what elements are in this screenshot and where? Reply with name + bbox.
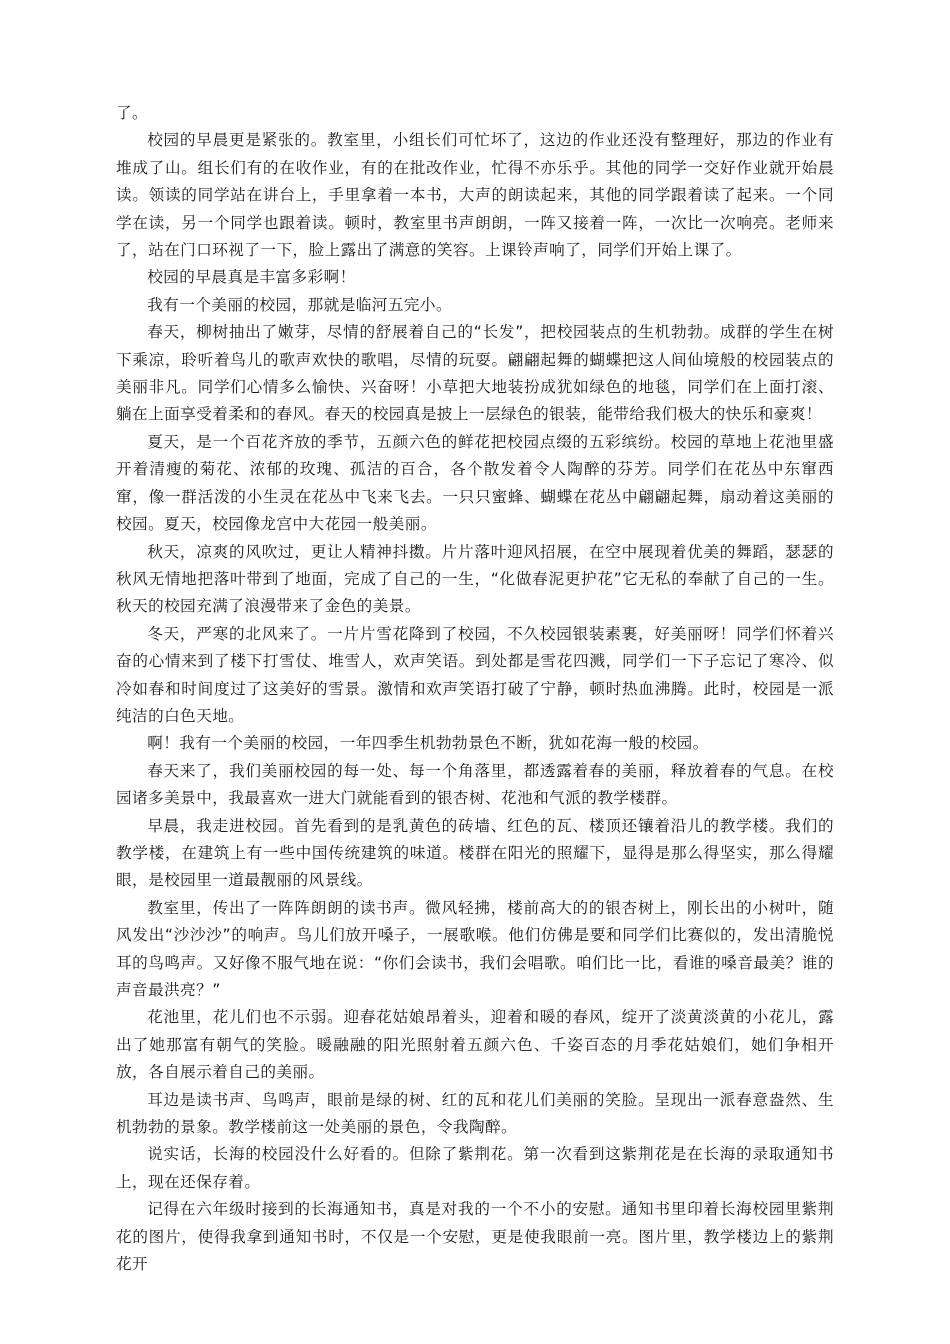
- paragraph-changhai-notice: 记得在六年级时接到的长海通知书，真是对我的一个不小的安慰。通知书里印着长海校园里紫荆花的图片，使得我拿到通知书时，不仅是一个安慰，更是使我眼前一亮。图片里，教学楼边上的紫荆花开: [116, 1200, 834, 1274]
- paragraph-morning-classroom: 校园的早晨更是紧张的。教室里，小组长们可忙坏了，这边的作业还没有整理好，那边的作业有堆成了山。组长们有的在收作业，有的在批改作业，忙得不亦乐乎。其他的同学一交好作业就开始晨读。领读的同学站在讲台上，手里拿着一本书，大声的朗读起来，其他的同学跟着读了起来。一个同学在读，另一个同学也跟着读。顿时，教室里书声朗朗，一阵又接着一阵，一次比一次响亮。老师来了，站在门口环视了一下，脸上露出了满意的笑容。上课铃声响了，同学们开始上课了。: [116, 131, 834, 260]
- paragraph-spring-arrives: 春天来了，我们美丽校园的每一处、每一个角落里，都透露着春的美丽，释放着春的气息。在校园诸多美景中，我最喜欢一进大门就能看到的银杏树、花池和气派的教学楼群。: [116, 761, 834, 808]
- paragraph-summer: 夏天，是一个百花齐放的季节，五颜六色的鲜花把校园点缀的五彩缤纷。校园的草地上花池里盛开着清瘦的菊花、浓郁的玫瑰、孤洁的百合，各个散发着令人陶醉的芬芳。同学们在花丛中东窜西窜，像一群活泼的小生灵在花丛中飞来飞去。一只只蜜蜂、蝴蝶在花丛中翩翩起舞，扇动着这美丽的校园。夏天，校园像龙宫中大花园一般美丽。: [116, 432, 834, 534]
- paragraph-changhai-intro: 说实话，长海的校园没什么好看的。但除了紫荆花。第一次看到这紫荆花是在长海的录取通知书上，现在还保存着。: [116, 1145, 834, 1191]
- paragraph-flower-bed: 花池里，花儿们也不示弱。迎春花姑娘昂着头，迎着和暖的春风，绽开了淡黄淡黄的小花儿，露出了她那富有朝气的笑脸。暖融融的阳光照射着五颜六色、千姿百态的月季花姑娘们，她们争相开放，各自展示着自己的美丽。: [116, 1008, 834, 1082]
- paragraph-teaching-building: 早晨，我走进校园。首先看到的是乳黄色的砖墙、红色的瓦、楼顶还镶着沿儿的教学楼。我们的教学楼，在建筑上有一些中国传统建筑的味道。楼群在阳光的照耀下，显得是那么得坚实，那么得耀眼，是校园里一道最靓丽的风景线。: [116, 816, 834, 890]
- paragraph-winter: 冬天，严寒的北风来了。一片片雪花降到了校园，不久校园银装素裹，好美丽呀！同学们怀着兴奋的心情来到了楼下打雪仗、堆雪人，欢声笑语。到处都是雪花四溅，同学们一下子忘记了寒冷、似冷如春和时间度过了这美好的雪景。激情和欢声笑语打破了宁静，顿时热血沸腾。此时，校园是一派纯洁的白色天地。: [116, 624, 834, 725]
- paragraph-seasons-summary: 啊！我有一个美丽的校园，一年四季生机勃勃景色不断，犹如花海一般的校园。: [147, 734, 709, 753]
- paragraph-morning-summary: 校园的早晨真是丰富多彩啊！: [147, 268, 356, 287]
- paragraph-intro-school: 我有一个美丽的校园，那就是临河五完小。: [147, 295, 453, 314]
- paragraph-reading-birds: 教室里，传出了一阵阵朗朗的读书声。微风轻拂，楼前高大的的银杏树上，刚长出的小树叶，随风发出“沙沙沙”的响声。鸟儿们放开嗓子，一展歌喉。他们仿佛是要和同学们比赛似的，发出清脆悦耳的鸟鸣声。又好像不服气地在说：“你们会读书，我们会唱歌。咱们比一比，看谁的嗓音最美？谁的声音最洪亮？”: [116, 898, 834, 999]
- paragraph-autumn: 秋天，凉爽的风吹过，更让人精神抖擞。片片落叶迎风招展，在空中展现着优美的舞蹈，瑟瑟的秋风无情地把落叶带到了地面，完成了自己的一生，“化做春泥更护花”它无私的奉献了自己的一生。秋天的校园充满了浪漫带来了金色的美景。: [116, 542, 834, 616]
- paragraph-spring: 春天，柳树抽出了嫩芽，尽情的舒展着自己的“长发”，把校园装点的生机勃勃。成群的学生在树下乘凉，聆听着鸟儿的歌声欢快的歌唱，尽情的玩耍。翩翩起舞的蝴蝶把这人间仙境般的校园装点的美丽非凡。同学们心情多么愉快、兴奋呀！小草把大地装扮成犹如绿色的地毯，同学们在上面打滚、躺在上面享受着柔和的春风。春天的校园真是披上一层绿色的银装，能带给我们极大的快乐和豪爽！: [116, 323, 834, 424]
- essay-body: [116, 100, 834, 1278]
- paragraph-continuation: 了。: [116, 104, 149, 122]
- paragraph-scene-summary: 耳边是读书声、鸟鸣声，眼前是绿的树、红的瓦和花儿们美丽的笑脸。呈现出一派春意盎然、生机勃勃的景象。教学楼前这一处美丽的景色，令我陶醉。: [116, 1090, 834, 1137]
